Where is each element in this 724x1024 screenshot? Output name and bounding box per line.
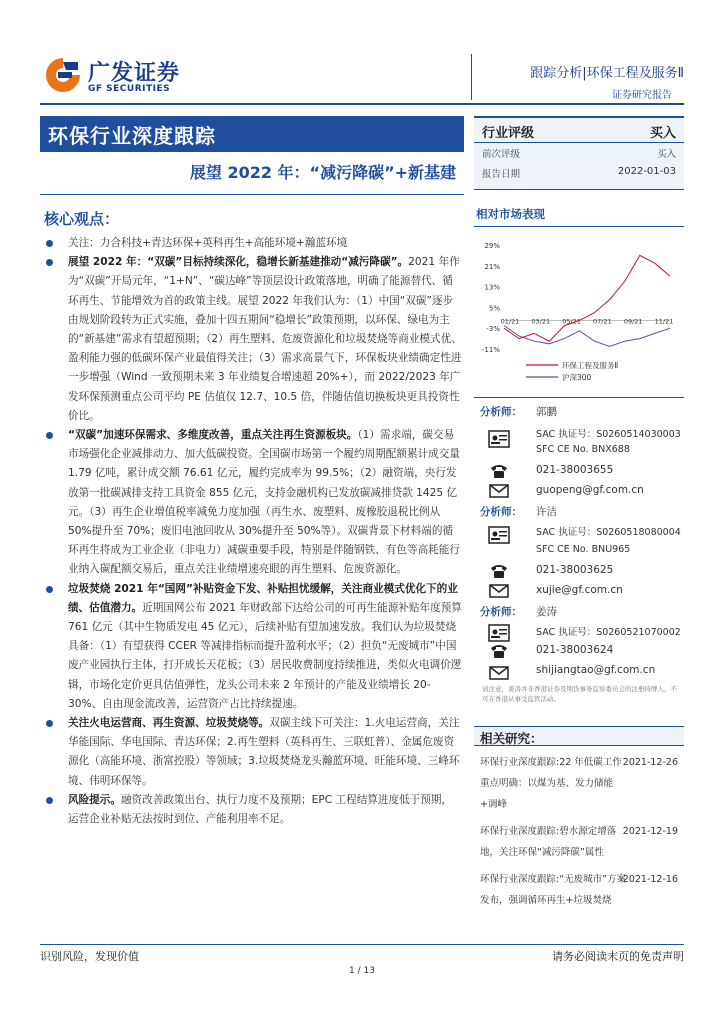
legend-label: 环保工程及服务Ⅱ bbox=[562, 361, 619, 370]
point-bold: 垃圾焚烧 2021 年“国网”补贴资金下发、补贴担忧缓解，关注商业模式优化下的业绩、估值潜力。 bbox=[68, 582, 458, 614]
core-label: 核心观点： bbox=[44, 210, 120, 228]
email-icon[interactable] bbox=[488, 664, 510, 682]
related-item[interactable] bbox=[474, 746, 684, 815]
point-item bbox=[40, 580, 462, 714]
report-sub: 证券研究报告 bbox=[612, 90, 672, 101]
y-tick-label: 29% bbox=[484, 242, 500, 250]
point-item bbox=[40, 714, 462, 791]
analyst-name: 郭鹏 bbox=[536, 406, 557, 418]
series-line-2 bbox=[504, 326, 670, 347]
bullet-icon bbox=[46, 240, 53, 247]
rating-value: 买入 bbox=[649, 126, 676, 141]
id-card-icon bbox=[488, 526, 510, 544]
related-item[interactable] bbox=[474, 815, 684, 863]
y-tick-label: -11% bbox=[481, 346, 500, 354]
page-subtitle: 展望 2022 年：“减污降碳”+新基建 bbox=[189, 163, 456, 182]
report-type: 跟踪分析|环保工程及服务Ⅱ bbox=[530, 66, 684, 81]
footer-divider bbox=[40, 944, 684, 945]
analyst-name: 许洁 bbox=[536, 506, 557, 518]
analyst-sac: SAC 执证号：S0260518080004 bbox=[536, 527, 681, 538]
header-vbar bbox=[471, 54, 472, 100]
series-line-1 bbox=[504, 255, 670, 341]
analyst-row bbox=[474, 602, 684, 622]
bullet-icon bbox=[46, 797, 53, 804]
rating-box bbox=[474, 116, 684, 190]
id-card-icon bbox=[488, 624, 510, 642]
analyst-label: 分析师： bbox=[480, 506, 522, 518]
point-text: 融资改善政策出台、执行力度不及预期；EPC 工程结算进度低于预期，运营企业补贴无法按时到位、产能利用率不足。 bbox=[68, 793, 453, 826]
analyst-email[interactable]: shijiangtao@gf.com.cn bbox=[536, 664, 656, 676]
y-tick-label: 13% bbox=[484, 283, 500, 292]
y-tick-label: 21% bbox=[484, 262, 500, 271]
legend-label: 沪深300 bbox=[562, 373, 592, 382]
footer-slogan: 识别风险，发现价值 bbox=[40, 950, 139, 963]
related-link[interactable]: 环保行业深度跟踪:碧水源定增落地，关注环保“减污降碳”属性 bbox=[480, 826, 617, 858]
related-title: 相关研究： bbox=[474, 726, 684, 746]
analyst-sfc: SFC CE No. BNU965 bbox=[536, 544, 631, 555]
market-chart bbox=[474, 226, 684, 398]
core-points bbox=[40, 234, 462, 829]
point-bold: 关注火电运营商、再生资源、垃圾焚烧等。 bbox=[68, 717, 270, 730]
page-number: 1 / 13 bbox=[349, 966, 375, 976]
phone-icon bbox=[488, 562, 510, 580]
related-date: 2021-12-26 bbox=[622, 757, 678, 768]
analyst-sac: SAC 执证号：S0260521070002 bbox=[536, 627, 681, 638]
point-bold: 展望 2022 年：“双碳”目标持续深化，稳增长新基建推动“减污降碳”。 bbox=[68, 256, 409, 269]
analyst-email[interactable]: guopeng@gf.com.cn bbox=[536, 484, 644, 496]
x-tick-label: 05/21 bbox=[562, 317, 581, 326]
bullet-icon bbox=[46, 720, 53, 727]
analyst-label: 分析师： bbox=[480, 406, 522, 418]
rating-label: 行业评级 bbox=[482, 126, 535, 141]
bullet-icon bbox=[46, 259, 53, 266]
x-tick-label: 01/21 bbox=[500, 317, 520, 326]
bullet-icon bbox=[46, 432, 53, 439]
point-bold: “双碳”加速环保需求、多维度改善，重点关注再生资源板块。 bbox=[68, 429, 358, 442]
related-panel bbox=[474, 726, 684, 911]
disclaimer-note: 请注意，姜涛并非香港证券及期货事务监察委员会的注册持牌人，不可在香港从事受监管活动。 bbox=[482, 685, 677, 703]
x-tick-label: 07/21 bbox=[593, 317, 612, 326]
footer-disclaimer: 请务必阅读末页的免责声明 bbox=[552, 950, 684, 963]
report-date-value: 2022-01-03 bbox=[617, 166, 676, 177]
rating-divider bbox=[474, 142, 684, 143]
gf-logo bbox=[44, 54, 204, 100]
gf-logo-icon bbox=[44, 56, 82, 94]
page-title: 环保行业深度跟踪 bbox=[40, 116, 464, 152]
point-item bbox=[40, 426, 462, 580]
related-date: 2021-12-16 bbox=[622, 874, 678, 885]
prev-rating-label: 前次评级 bbox=[482, 149, 521, 160]
logo-en-text: GF SECURITIES bbox=[88, 84, 171, 94]
report-date-label: 报告日期 bbox=[482, 169, 521, 180]
analyst-row bbox=[474, 502, 684, 522]
y-tick-label: 5% bbox=[488, 304, 500, 313]
x-tick-label: 11/21 bbox=[654, 317, 674, 326]
rating-panel bbox=[474, 116, 684, 190]
phone-icon bbox=[488, 462, 510, 480]
title-divider bbox=[40, 194, 464, 195]
point-text: 近期国网公布 2021 年财政部下达给公司的可再生能源补贴年度预算 761 亿元（其中生物质发电 45 亿元），后续补贴有望加速发放。我们认为垃圾焚烧具备：（1）有望获得 CCER 等减排指标而提升盈利水平；（2）担负“无废城市”中国废产业园执行主体，打开成长天花板；（3）居民收费制度持续推进，类似火电调价逻辑，市场化定价更具估值弹性，龙头公司未来 2 年预计的产能及业绩增长 20-30%、自由现金流改善，运营资产占比持续提速。 bbox=[68, 601, 462, 710]
header-divider bbox=[40, 103, 684, 105]
point-text: （1）需求端，碳交易市场强化企业减排动力、加大低碳投资。全国碳市场第一个履约周期配额累计成交量 1.79 亿吨，累计成交额 76.61 亿元，履约完成率为 99.5%；（2）融资端，央行发放第一批碳减排支持工具资金 855 亿元，支持金融机构已发放碳减排贷款 1425 亿元。（3）再生企业增值税率减免力度加强（再生水、废塑料、废橡胶退税比例从 50%提升至 70%；废旧电池回收从 30%提升至 50%等）。双碳背景下材料端的循环再生将成为工业企业（非电力）减碳重要手段，特别是伴随钢铁、有色等高耗能行业纳入碳配额交易后，重点关注业绩增速亮眼的再生塑料、危废资源化。 bbox=[68, 429, 460, 576]
point-text: 关注：力合科技+青达环保+英科再生+高能环境+瀚蓝环境 bbox=[68, 237, 348, 249]
analyst-phone: 021-38003655 bbox=[536, 464, 614, 476]
analyst-row bbox=[474, 402, 684, 422]
id-card-icon bbox=[488, 430, 510, 448]
bullet-icon bbox=[46, 586, 53, 593]
email-icon[interactable] bbox=[488, 582, 510, 600]
x-tick-label: 03/21 bbox=[531, 317, 551, 326]
chart-svg bbox=[474, 227, 684, 397]
market-title: 相对市场表现 bbox=[476, 207, 545, 221]
point-item bbox=[40, 791, 462, 829]
point-bold: 风险提示。 bbox=[68, 793, 121, 806]
point-item bbox=[40, 234, 462, 253]
email-icon[interactable] bbox=[488, 482, 510, 500]
point-text: 2021 年作为“双碳”开局元年，“1+N”、“碳达峰”等顶层设计政策落地，明确了能源替代、循环再生、节能增效为首的政策主线。展望 2022 年我们认为：（1）中国“双碳”逐步由规划阶段转为正式实施，叠加十四五期间“稳增长”政策预期，以环保、绿电为主的“新基建”需求有望超预期；（2）再生塑料、危废资源化和垃圾焚烧等商业模式优、盈利能力强的低碳环保产业最值得关注；（3）需求高景气下，环保板块业绩确定性进一步增强（Wind 一致预期未来 3 年业绩复合增速超 20%+），而 2022/2023 年广发环保预测重点公司平均 PE 估值仅 12.7、10.5 倍，伴随估值切换板块更具投资性价比。 bbox=[68, 256, 462, 422]
y-tick-label: -3% bbox=[486, 325, 500, 334]
analyst-label: 分析师： bbox=[480, 606, 522, 618]
related-link[interactable]: 环保行业深度跟踪:22 年低碳工作重点明确：以煤为基、发力储能+调峰 bbox=[480, 757, 622, 810]
analyst-phone: 021-38003624 bbox=[536, 644, 614, 656]
analyst-phone: 021-38003625 bbox=[536, 564, 614, 576]
related-date: 2021-12-19 bbox=[622, 826, 678, 837]
x-tick-label: 09/21 bbox=[623, 317, 643, 326]
analyst-sac: SAC 执证号：S0260514030003 bbox=[536, 429, 681, 440]
analyst-sfc: SFC CE No. BNX688 bbox=[536, 444, 630, 455]
analyst-name: 姜涛 bbox=[536, 606, 557, 618]
related-item[interactable] bbox=[474, 863, 684, 911]
analyst-email[interactable]: xujie@gf.com.cn bbox=[536, 584, 623, 596]
point-item bbox=[40, 253, 462, 426]
point-text: 双碳主线下可关注：1.火电运营商，关注华能国际、华电国际、青达环保；2.再生塑料（英科再生、三联虹普）、金属危废资源化（高能环境、浙富控股）等领域；3.垃圾焚烧龙头瀚蓝环境、旺能环境、三峰环境、伟明环保等。 bbox=[68, 717, 460, 787]
phone-icon bbox=[488, 642, 510, 660]
prev-rating-value: 买入 bbox=[656, 149, 676, 160]
logo-cn-text: 广发证券 bbox=[88, 61, 181, 86]
related-link[interactable]: 环保行业深度跟踪:“无废城市”方案发布，强调循环再生+垃圾焚烧 bbox=[480, 874, 627, 906]
page-header bbox=[40, 50, 684, 104]
